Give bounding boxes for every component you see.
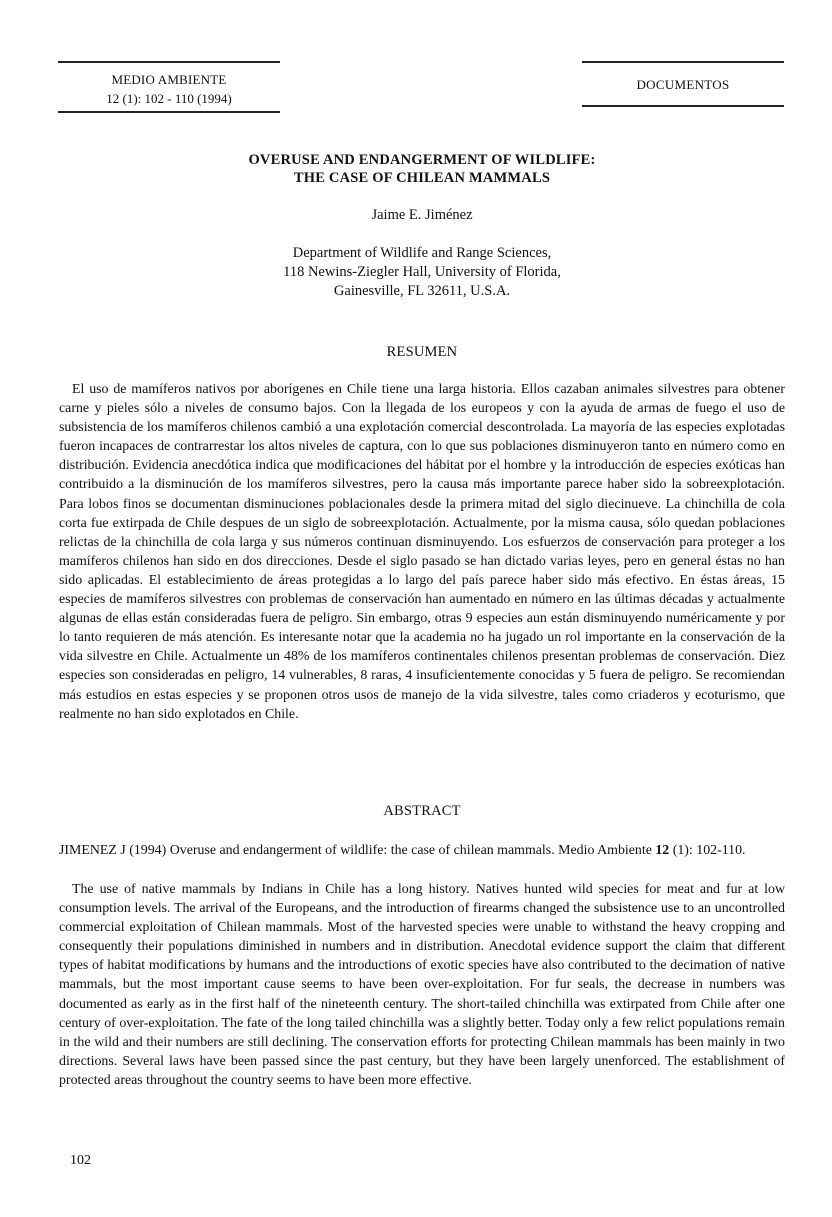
resumen-heading: RESUMEN [386,344,458,360]
header-right-bottom-rule [582,105,784,107]
journal-header [58,70,280,108]
author-affiliation [60,244,784,301]
header-right-top-rule [582,61,784,63]
journal-issue: 12 (1): 102 - 110 (1994) [106,91,232,106]
affiliation-line-1: Department of Wildlife and Range Sciences, [292,245,552,261]
citation-suffix: (1): 102-110. [669,843,746,858]
affiliation-line-2: 118 Newins-Ziegler Hall, University of Florida, [283,264,561,280]
abstract-heading: ABSTRACT [383,803,461,819]
article-title [60,151,784,187]
page-number: 102 [70,1153,91,1168]
citation-volume: 12 [655,843,670,858]
abstract-citation [59,841,785,860]
header-left-bottom-rule [58,111,280,113]
article-title-line-1: OVERUSE AND ENDANGERMENT OF WILDLIFE: [248,152,596,168]
article-title-line-2: THE CASE OF CHILEAN MAMMALS [293,170,551,186]
section-label: DOCUMENTOS [636,77,730,92]
affiliation-line-3: Gainesville, FL 32611, U.S.A. [333,283,511,299]
article-author: Jaime E. Jiménez [371,207,473,223]
resumen-text: El uso de mamíferos nativos por aborígenes en Chile tiene una larga historia. Ellos cazaban animales silvestres para obtener carne y pieles sólo a niveles de consumo bajos. Con la llegada de los europeos y con la ayuda de armas de fuego el uso de subsistencia de los mamíferos chilenos cambió a una explotación comercial descontrolada. La mayoría de las especies explotadas fueron incapaces de contrarrestar los altos niveles de captura, con lo que sus poblaciones disminuyeron tanto en número como en distribución. Evidencia anecdótica indica que modificaciones del hábitat por el hombre y la introducción de especies exóticas han contribuido a la disminución de los mamíferos silvestres, pero la causa más importante parece haber sido la sobreexplotación. Para lobos finos se documentan disminuciones poblacionales desde la primera mitad del siglo diecinueve. La chinchilla de cola corta fue extirpada de Chile despues de un siglo de sobreexplotación. Actualmente, por la misma causa, sólo quedan poblaciones relictas de la chinchilla de cola larga y sus números continuan disminuyendo. Los esfuerzos de conservación para proteger a los mamíferos chilenos han sido en dos direcciones. Desde el siglo pasado se han dictado varias leyes, pero en general éstas no han sido aplicadas. El establecimiento de áreas protegidas a lo largo del país parece haber sido más efectivo. En éstas áreas, 15 especies de mamíferos silvestres con problemas de conservación han aumentado en número en las últimas décadas y actualmente algunas de ellas están consideradas fuera de peligro. Sin embargo, otras 9 especies aun están disminuyendo numéricamente y por lo tanto requieren de más atención. Es interesante notar que la academia no ha jugado un rol importante en la conservación de la vida silvestre en Chile. Actualmente un 48% de los mamíferos continentales chilenos presentan problemas de conservación. Diez especies son consideradas en peligro, 14 vulnerables, 8 raras, 4 insuficientemente conocidas y 5 fuera de peligro. Se recomiendan más estudios en estas especies y se proponen otros usos de manejo de la vida silvestre, tales como criaderos y ecoturismo, que realmente no han sido explotados en Chile. [59,382,785,722]
citation-prefix: JIMENEZ J (1994) Overuse and endangerment of wildlife: the case of chilean mammals. Medio Ambiente [59,843,656,858]
abstract-text: The use of native mammals by Indians in Chile has a long history. Natives hunted wild species for meat and fur at low consumption levels. The arrival of the Europeans, and the introduction of firearms changed the subsistence use to an uncontrolled commercial exploitation of Chilean mammals. Most of the harvested species were unable to withstand the heavy cropping and consequently their populations diminished in numbers and in distribution. Anecdotal evidence support the claim that different types of habitat modifications by humans and the introductions of exotic species have also contributed to the decimation of native mammals, but the most important cause seems to have been over-exploitation. For fur seals, the decrease in numbers was documented as early as in the first half of the nineteenth century. The short-tailed chinchilla was extirpated from Chile after one century of over-exploitation. The fate of the long tailed chinchilla was a slightly better. Today only a few relict populations remain in the wild and their numbers are still declining. The conservation efforts for protecting Chilean mammals has been mainly in two directions. Several laws have been passed since the past century, but they have been largely unenforced. The establishment of protected areas throughout the country seems to have been more effective. [59,882,785,1088]
journal-name: MEDIO AMBIENTE [111,72,227,87]
header-left-top-rule [58,61,280,63]
